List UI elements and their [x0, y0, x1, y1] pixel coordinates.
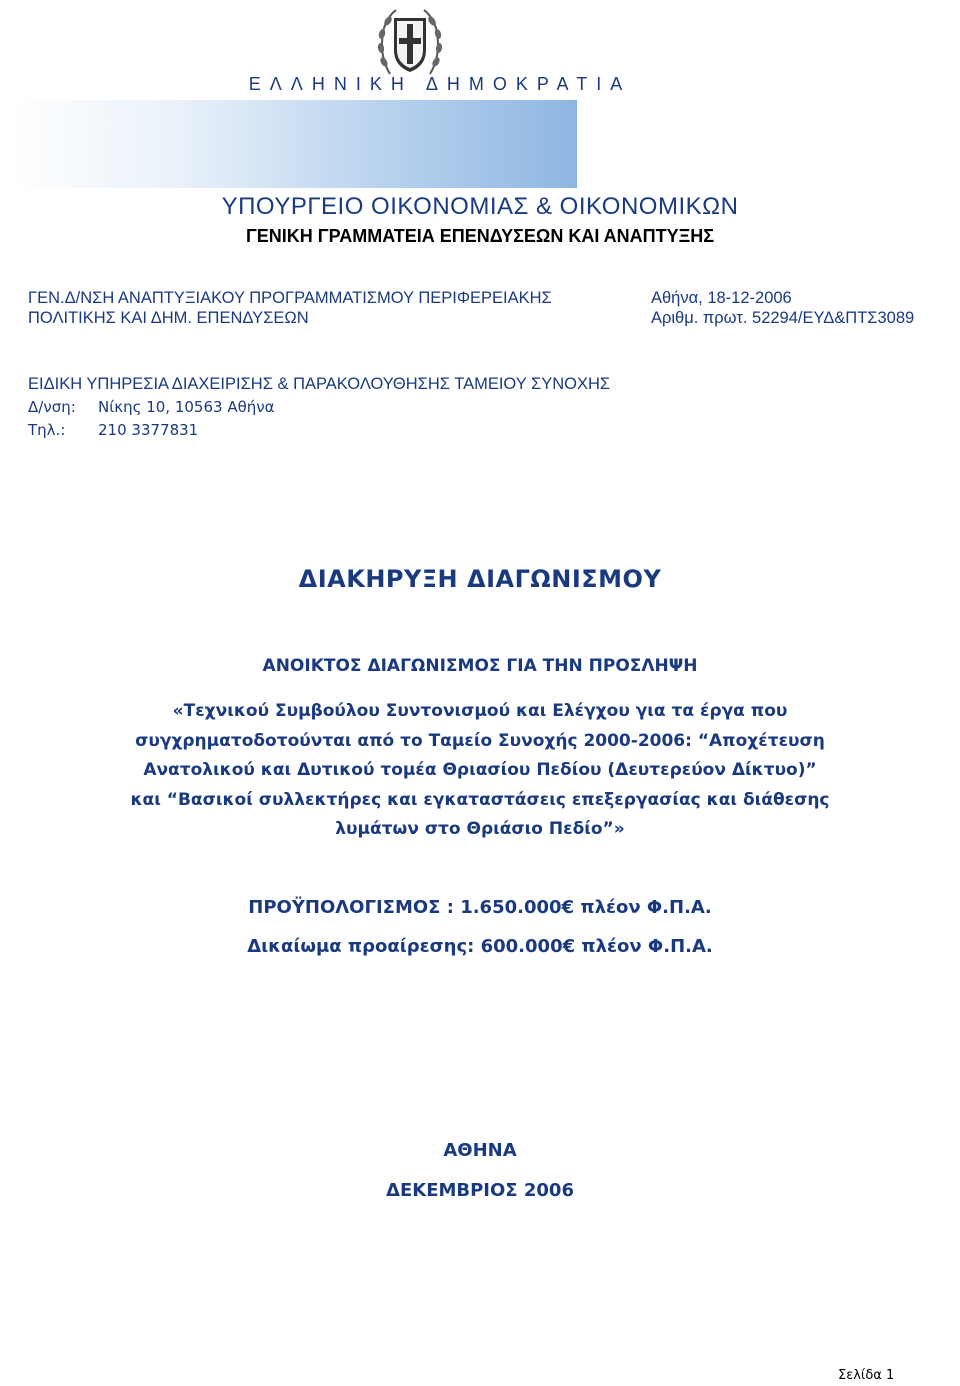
ministry-gradient-banner — [10, 100, 577, 188]
republic-label: ΕΛΛΗΝΙΚΗ ΔΗΜΟΚΡΑΤΙΑ — [248, 74, 632, 94]
document-date: Αθήνα, 18-12-2006 — [651, 289, 792, 307]
document-title: ΔΙΑΚΗΡΥΞΗ ΔΙΑΓΩΝΙΣΜΟΥ — [298, 565, 662, 593]
month-year-label: ΔΕΚΕΜΒΡΙΟΣ 2006 — [386, 1180, 574, 1201]
description-line: Ανατολικού και Δυτικού τομέα Θριασίου Πεδίου (Δευτερεύον Δίκτυο)” — [143, 760, 817, 780]
budget-line: ΠΡΟΫΠΟΛΟΓΙΣΜΟΣ : 1.650.000€ πλέον Φ.Π.Α. — [248, 897, 712, 918]
description-line: «Τεχνικού Συμβούλου Συντονισμού και Ελέγχου για τα έργα που — [172, 701, 788, 721]
place-label: ΑΘΗΝΑ — [443, 1140, 517, 1161]
page-number: Σελίδα 1 — [838, 1368, 895, 1383]
sender-department-line-2: ΠΟΛΙΤΙΚΗΣ ΚΑΙ ΔΗΜ. ΕΠΕΝΔΥΣΕΩΝ — [28, 309, 309, 327]
general-secretariat-name: ΓΕΝΙΚΗ ΓΡΑΜΜΑΤΕΙΑ ΕΠΕΝΔΥΣΕΩΝ ΚΑΙ ΑΝΑΠΤΥΞΗΣ — [245, 226, 715, 246]
address-value: Νίκης 10, 10563 Αθήνα — [98, 398, 275, 416]
sender-service: ΕΙΔΙΚΗ ΥΠΗΡΕΣΙΑ ΔΙΑΧΕΙΡΙΣΗΣ & ΠΑΡΑΚΟΛΟΥΘΗΣΗΣ ΤΑΜΕΙΟΥ ΣΥΝΟΧΗΣ — [28, 375, 611, 393]
description-line: και “Βασικοί συλλεκτήρες και εγκαταστάσεις επεξεργασίας και διάθεσης — [130, 789, 830, 810]
option-right-line: Δικαίωμα προαίρεσης: 600.000€ πλέον Φ.Π.Α. — [247, 936, 713, 957]
description-line: συγχρηματοδοτούνται από το Ταμείο Συνοχής 2000-2006: “Αποχέτευση — [135, 730, 825, 751]
address-label: Δ/νση: — [28, 398, 76, 416]
document-subtitle: ΑΝΟΙΚΤΟΣ ΔΙΑΓΩΝΙΣΜΟΣ ΓΙΑ ΤΗΝ ΠΡΟΣΛΗΨΗ — [262, 656, 698, 676]
sender-phone — [28, 420, 198, 440]
phone-label: Τηλ.: — [28, 421, 66, 439]
sender-address — [28, 397, 275, 417]
phone-value: 210 3377831 — [98, 421, 199, 439]
tender-description — [40, 697, 920, 845]
greek-emblem-logo — [376, 4, 444, 82]
ministry-name: ΥΠΟΥΡΓΕΙΟ ΟΙΚΟΝΟΜΙΑΣ & ΟΙΚΟΝΟΜΙΚΩΝ — [221, 193, 739, 220]
protocol-number: Αριθμ. πρωτ. 52294/ΕΥΔ&ΠΤΣ3089 — [651, 309, 915, 327]
description-line: λυμάτων στο Θριάσιο Πεδίο”» — [335, 819, 625, 839]
sender-department-line-1: ΓΕΝ.Δ/ΝΣΗ ΑΝΑΠΤΥΞΙΑΚΟΥ ΠΡΟΓΡΑΜΜΑΤΙΣΜΟΥ ΠΕΡΙΦΕΡΕΙΑΚΗΣ — [28, 289, 552, 307]
